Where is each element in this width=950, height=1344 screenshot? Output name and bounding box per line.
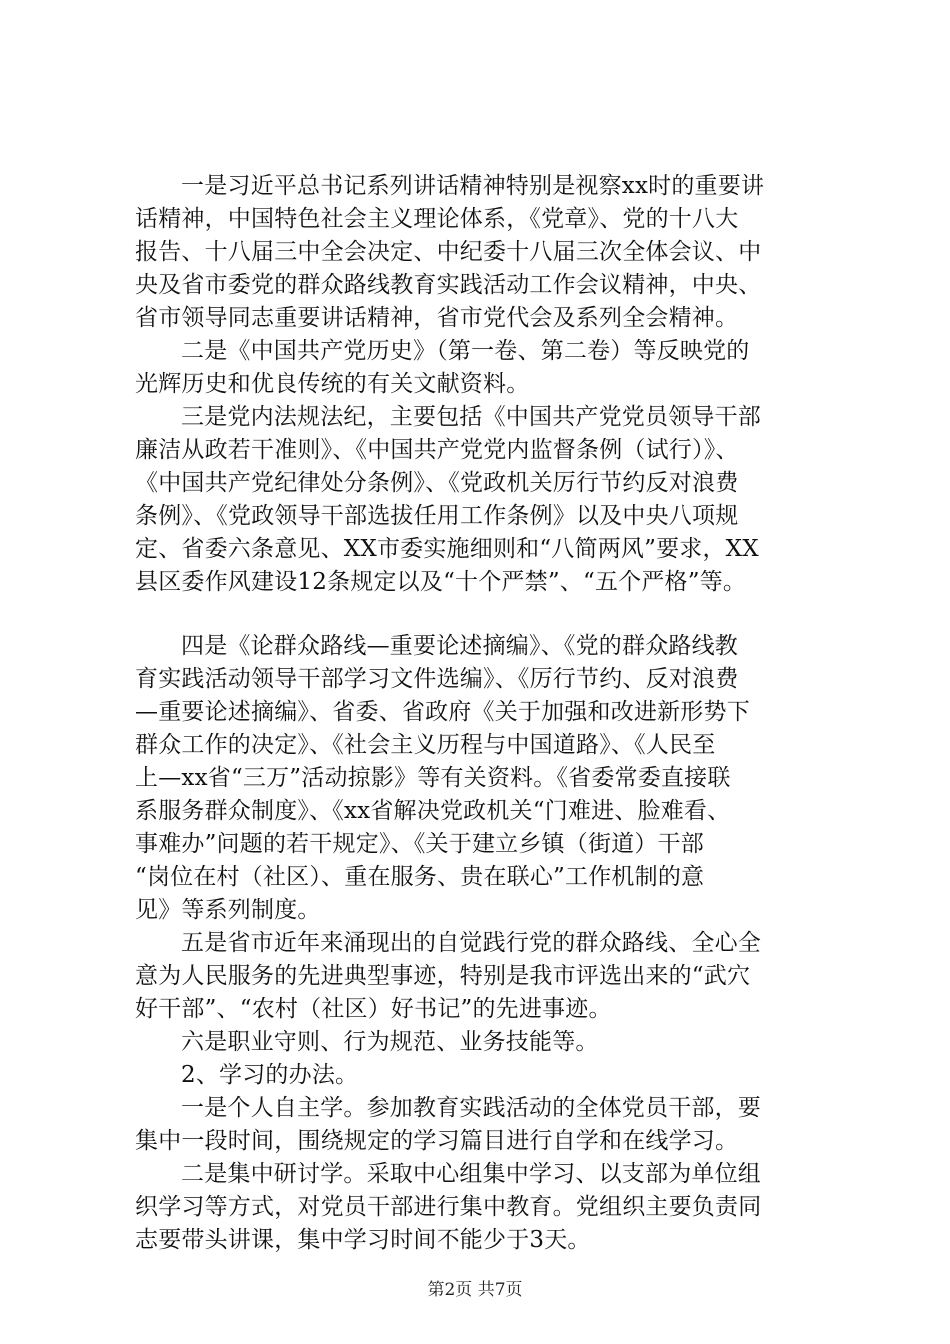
text-line: 县区委作风建设12条规定以及“十个严禁”、“五个严格”等。	[135, 569, 747, 595]
text-line: 二是集中研讨学。采取中心组集中学习、以支部为单位组	[181, 1161, 761, 1187]
text-line: 育实践活动领导干部学习文件选编》、《厉行节约、反对浪费	[135, 666, 739, 692]
text-line: 央及省市委党的群众路线教育实践活动工作会议精神，中央、	[135, 272, 762, 298]
text-line: 见》等系列制度。	[135, 897, 321, 923]
text-line: 五是省市近年来涌现出的自觉践行党的群众路线、全心全	[181, 930, 761, 956]
section-heading: 2、学习的办法。	[181, 1062, 359, 1088]
text-line: 二是《中国共产党历史》（第一卷、第二卷）等反映党的	[181, 338, 750, 364]
text-line: 集中一段时间，围绕规定的学习篇目进行自学和在线学习。	[135, 1128, 739, 1154]
text-line: 系服务群众制度》、《xx省解决党政机关“门难进、脸难看、	[135, 798, 731, 824]
page-footer: 第2页 共7页	[427, 1280, 523, 1300]
text-line: 六是职业守则、行为规范、业务技能等。	[181, 1029, 599, 1055]
text-line: 光辉历史和优良传统的有关文献资料。	[135, 371, 530, 397]
text-line: 三是党内法规法纪，主要包括《中国共产党党员领导干部	[181, 404, 761, 430]
text-line: 《中国共产党纪律处分条例》、《党政机关厉行节约反对浪费	[135, 470, 739, 496]
text-line: 廉洁从政若干准则》、《中国共产党党内监督条例（试行）》、	[135, 437, 739, 463]
text-line: 志要带头讲课，集中学习时间不能少于3天。	[135, 1227, 591, 1253]
paragraph-gap	[135, 599, 865, 630]
text-line: 上—xx省“三万”活动掠影》等有关资料。《省委常委直接联	[135, 765, 731, 791]
text-line: “岗位在村（社区）、重在服务、贵在联心”工作机制的意	[135, 864, 705, 890]
text-line: 条例》、《党政领导干部选拔任用工作条例》以及中央八项规	[135, 503, 739, 529]
text-line: —重要论述摘编》、省委、省政府《关于加强和改进新形势下	[135, 699, 750, 725]
text-line: 话精神，中国特色社会主义理论体系，《党章》、党的十八大	[135, 206, 739, 232]
text-line: 好干部”、“农村（社区）好书记”的先进事迹。	[135, 996, 612, 1022]
text-line: 群众工作的决定》、《社会主义历程与中国道路》、《人民至	[135, 732, 716, 758]
text-line: 报告、十八届三中全会决定、中纪委十八届三次全体会议、中	[135, 239, 762, 265]
text-line: 一是习近平总书记系列讲话精神特别是视察xx时的重要讲	[181, 173, 765, 199]
document-body	[135, 170, 865, 1257]
text-line: 一是个人自主学。参加教育实践活动的全体党员干部，要	[181, 1095, 761, 1121]
text-line: 事难办”问题的若干规定》、《关于建立乡镇（街道）干部	[135, 831, 704, 857]
text-line: 定、省委六条意见、XX市委实施细则和“八简两风”要求，XX	[135, 536, 759, 562]
text-line: 四是《论群众路线—重要论述摘编》、《党的群众路线教	[181, 633, 738, 659]
text-line: 省市领导同志重要讲话精神，省市党代会及系列全会精神。	[135, 305, 739, 331]
text-line: 织学习等方式，对党员干部进行集中教育。党组织主要负责同	[135, 1194, 762, 1220]
text-line: 意为人民服务的先进典型事迹，特别是我市评选出来的“武穴	[135, 963, 751, 989]
